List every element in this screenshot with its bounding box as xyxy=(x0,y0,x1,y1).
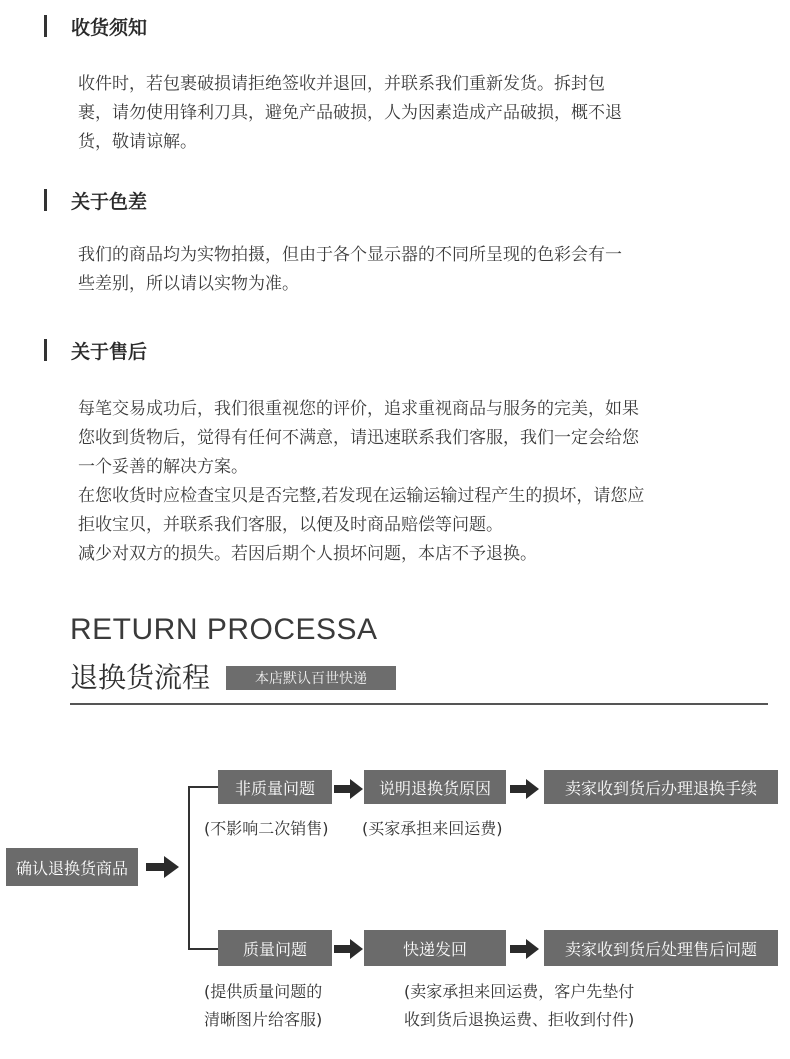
arrow-right-icon xyxy=(334,777,364,801)
body-line: 在您收货时应检查宝贝是否完整,若发现在运输运输过程产生的损坏，请您应 xyxy=(78,486,645,506)
body-line: 货，敬请谅解。 xyxy=(78,132,197,152)
section-body-aftersale xyxy=(78,395,758,569)
step-ship-back-box: 快递发回 xyxy=(364,930,506,966)
arrow-right-icon xyxy=(334,937,364,961)
body-line: 我们的商品均为实物拍摄，但由于各个显示器的不同所呈现的色彩会有一 xyxy=(78,245,622,265)
step-seller-process-exchange-box: 卖家收到货后办理退换手续 xyxy=(544,770,778,804)
section-title: 关于售后 xyxy=(71,340,148,363)
note-provide-photos xyxy=(204,978,322,1034)
arrow-right-icon xyxy=(146,853,180,881)
body-line: 裹，请勿使用锋利刀具，避免产品破损，人为因素造成产品破损，概不退 xyxy=(78,103,622,123)
body-line: 些差别，所以请以实物为准。 xyxy=(78,274,299,294)
section-title: 关于色差 xyxy=(71,190,148,213)
note-line: 收到货后退换运费、拒收到付件) xyxy=(404,1010,635,1029)
body-line: 收件时，若包裹破损请拒绝签收并退回，并联系我们重新发货。拆封包 xyxy=(78,74,605,94)
process-title-en: RETURN PROCESSA xyxy=(70,613,378,646)
step-quality-box: 质量问题 xyxy=(218,930,332,966)
section-title: 收货须知 xyxy=(71,16,148,39)
section-body-receiving xyxy=(78,70,758,157)
note-line: (提供质量问题的 xyxy=(204,982,323,1001)
body-line: 一个妥善的解决方案。 xyxy=(78,457,248,477)
section-header-receiving xyxy=(44,12,147,40)
section-bar xyxy=(44,339,47,361)
process-title-cn: 退换货流程 xyxy=(70,661,211,694)
body-line: 每笔交易成功后，我们很重视您的评价，追求重视商品与服务的完美，如果 xyxy=(78,399,639,419)
branch-line-top xyxy=(188,786,218,788)
arrow-right-icon xyxy=(510,937,540,961)
header-divider xyxy=(70,703,768,705)
step-seller-handle-aftersale-box: 卖家收到货后处理售后问题 xyxy=(544,930,778,966)
branch-line-bottom xyxy=(188,948,218,950)
section-header-color xyxy=(44,186,147,214)
step-explain-reason-box: 说明退换货原因 xyxy=(364,770,506,804)
section-bar xyxy=(44,15,47,37)
branch-line-vertical xyxy=(188,786,190,950)
body-line: 减少对双方的损失。若因后期个人损坏问题，本店不予退换。 xyxy=(78,544,537,564)
start-box: 确认退换货商品 xyxy=(6,848,138,886)
note-line: (卖家承担来回运费，客户先垫付 xyxy=(404,982,635,1001)
section-body-color xyxy=(78,241,758,299)
note-line: 清晰图片给客服) xyxy=(204,1010,323,1029)
step-nonquality-box: 非质量问题 xyxy=(218,770,332,804)
note-no-resale-impact: (不影响二次销售) xyxy=(204,819,329,838)
note-buyer-pays-shipping: (买家承担来回运费) xyxy=(362,819,503,838)
note-seller-pays-shipping xyxy=(404,978,634,1034)
section-bar xyxy=(44,189,47,211)
courier-badge: 本店默认百世快递 xyxy=(226,666,396,690)
body-line: 您收到货物后，觉得有任何不满意，请迅速联系我们客服，我们一定会给您 xyxy=(78,428,639,448)
body-line: 拒收宝贝，并联系我们客服，以便及时商品赔偿等问题。 xyxy=(78,515,503,535)
arrow-right-icon xyxy=(510,777,540,801)
section-header-aftersale xyxy=(44,336,147,364)
